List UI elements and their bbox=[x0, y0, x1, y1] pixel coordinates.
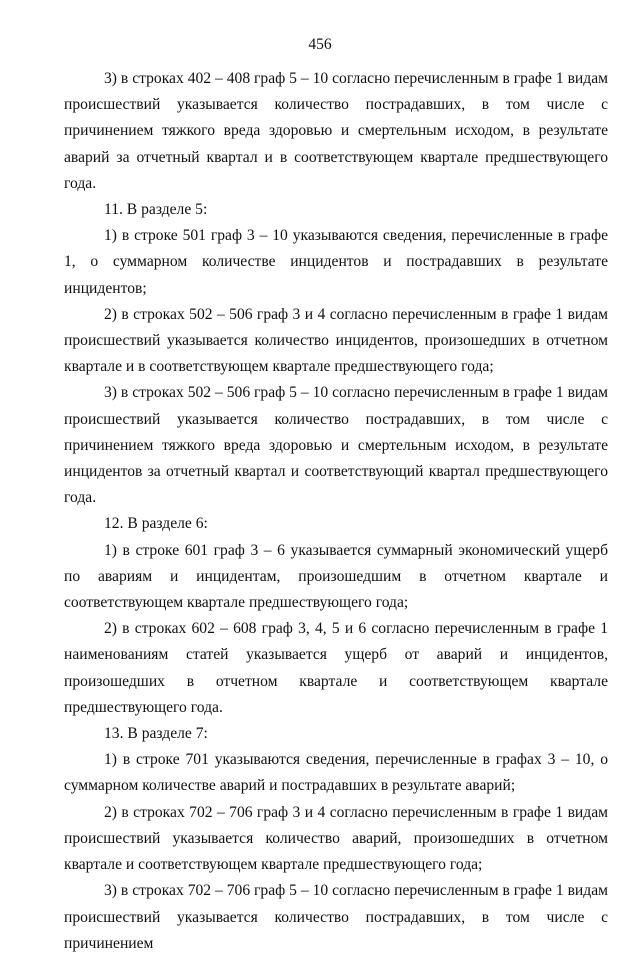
paragraph-1-section7: 1) в строке 701 указываются сведения, перечисленные в графах 3 – 10, о суммарном количестве аварий и пострадавших в результате аварий; bbox=[64, 751, 608, 795]
paragraph-2-section6: 2) в строках 602 – 608 граф 3, 4, 5 и 6 согласно перечисленным в графе 1 наименованиям статей указывается ущерб от аварий и инцидентов, произошедших в отчетном квартале и соответствующем квартале предшествующего года. bbox=[64, 620, 608, 716]
page-number: 456 bbox=[308, 36, 332, 53]
paragraph-3-section4: 3) в строках 402 – 408 граф 5 – 10 согласно перечисленным в графе 1 видам происшествий указывается количество пострадавших, в том числе с причинением тяжкого вреда здоровью и смертельным исходом, в результате аварий за отчетный квартал и в соответствующем квартале предшествующего года. bbox=[64, 70, 608, 192]
paragraph-1-section6: 1) в строке 601 граф 3 – 6 указывается суммарный экономический ущерб по авариям и инцидентам, произошедшим в отчетном квартале и соответствующем квартале предшествующего года; bbox=[64, 541, 608, 612]
paragraph-3-section7: 3) в строках 702 – 706 граф 5 – 10 согласно перечисленным в графе 1 видам происшествий указывается количество пострадавших, в том числе с причинением bbox=[64, 882, 608, 952]
paragraph-1-section5: 1) в строке 501 граф 3 – 10 указываются сведения, перечисленные в графе 1, о суммарном количестве инцидентов и пострадавших в результате инцидентов; bbox=[64, 227, 608, 297]
section-7-heading: 13. В разделе 7: bbox=[104, 725, 208, 743]
section-6-heading: 12. В разделе 6: bbox=[104, 515, 208, 533]
paragraph-2-section7: 2) в строках 702 – 706 граф 3 и 4 согласно перечисленным в графе 1 видам происшествий указывается количество аварий, произошедших в отчетном квартале и соответствующем квартале предшествующего года; bbox=[64, 803, 608, 874]
paragraph-2-section5: 2) в строках 502 – 506 граф 3 и 4 согласно перечисленным в графе 1 видам происшествий указывается количество инцидентов, произошедших в отчетном квартале и в соответствующем квартале предшествующего года; bbox=[64, 305, 608, 376]
section-5-heading: 11. В разделе 5: bbox=[104, 201, 208, 219]
paragraph-3-section5: 3) в строках 502 – 506 граф 5 – 10 согласно перечисленным в графе 1 видам происшествий указывается количество пострадавших, в том числе с причинением тяжкого вреда здоровью и смертельным исходом, в результате инцидентов за отчетный квартал и соответствующий квартал предшествующего года. bbox=[64, 384, 608, 507]
document-body bbox=[64, 66, 608, 957]
